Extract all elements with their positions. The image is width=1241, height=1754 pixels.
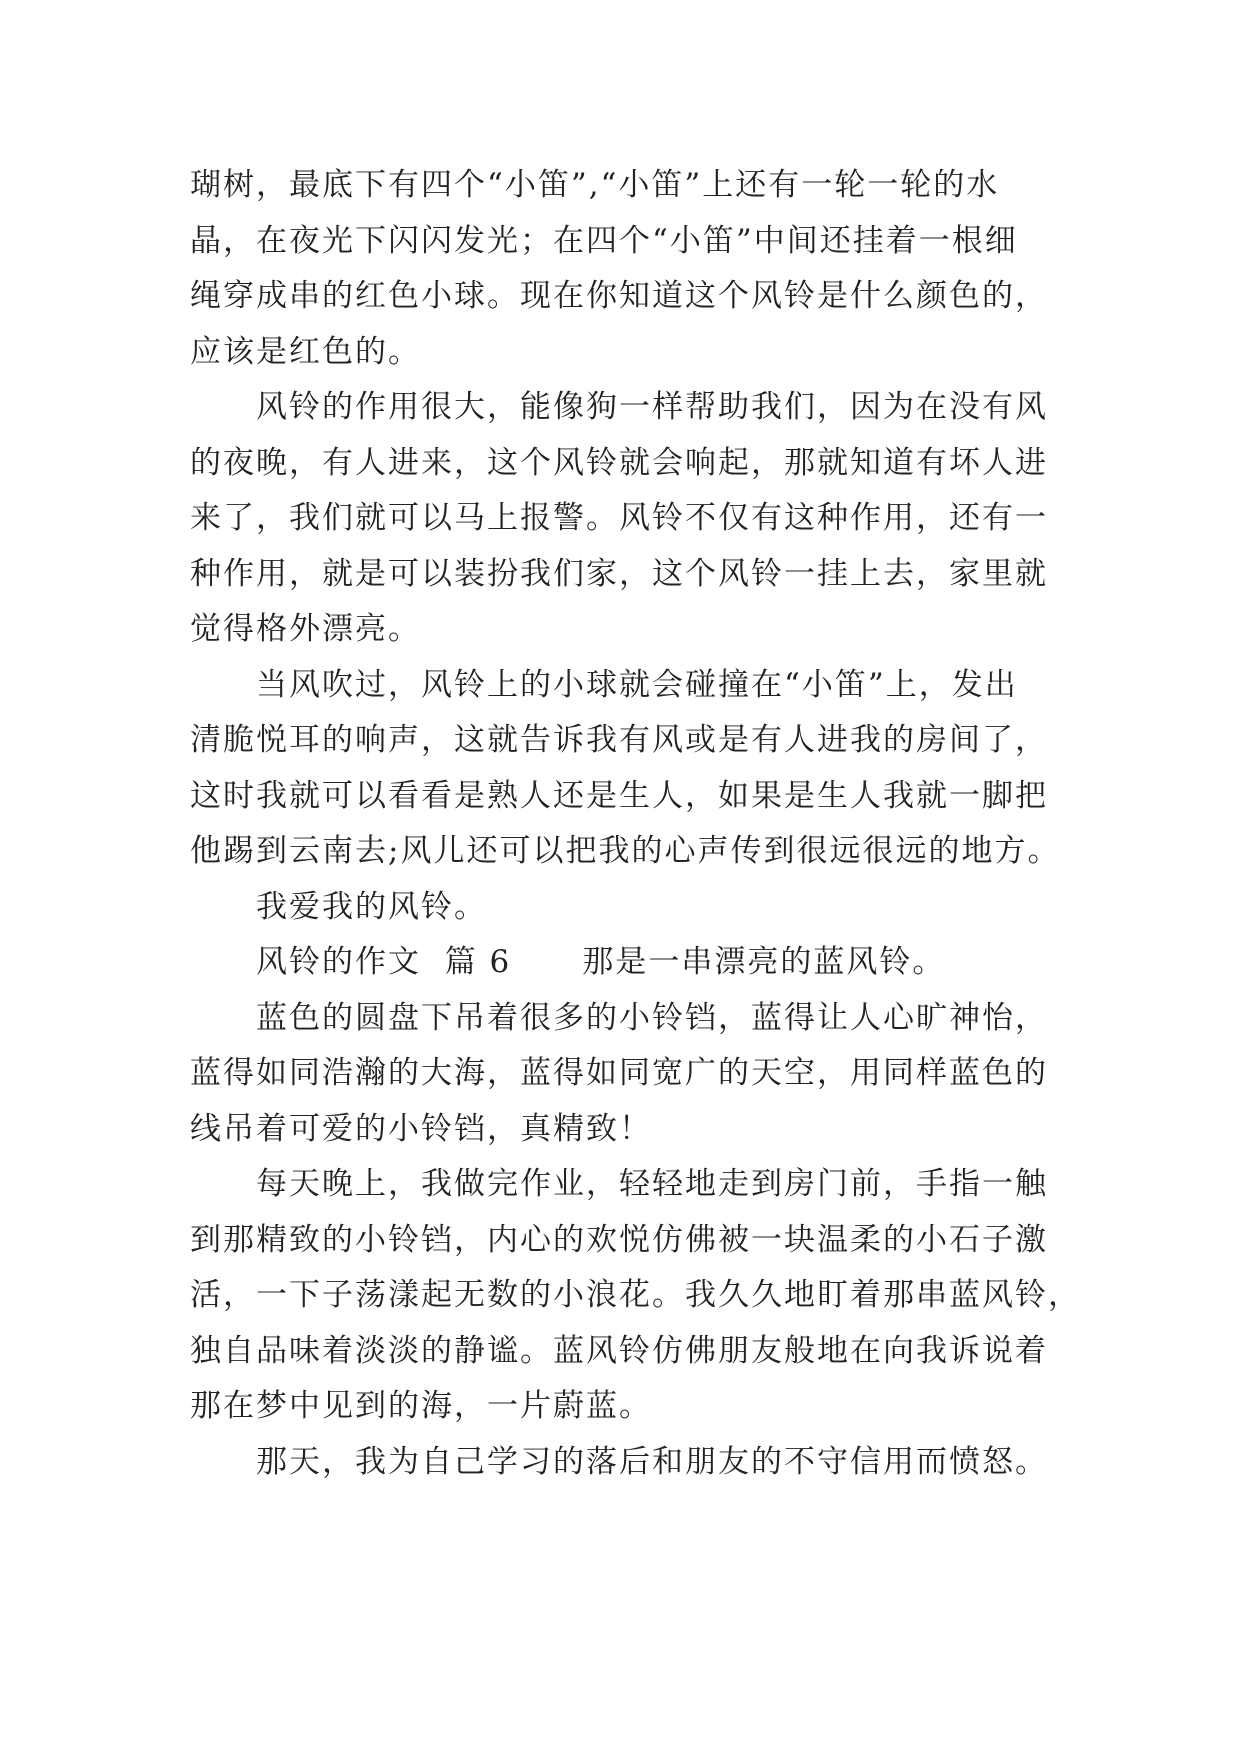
text-line: 蓝得如同浩瀚的大海，蓝得如同宽广的天空，用同样蓝色的 xyxy=(190,1055,1048,1091)
paragraph-start-line: 风铃的作用很大，能像狗一样帮助我们，因为在没有风 xyxy=(256,389,1048,425)
paragraph-start-line: 当风吹过，风铃上的小球就会碰撞在“小笛”上，发出 xyxy=(256,666,1018,703)
text-line: 觉得格外漂亮。 xyxy=(190,611,421,647)
paragraph-start-line: 那天，我为自己学习的落后和朋友的不守信用而愤怒。 xyxy=(256,1443,1048,1480)
text-line: 晶，在夜光下闪闪发光；在四个“小笛”中间还挂着一根细 xyxy=(190,222,1018,259)
text-line: 线吊着可爱的小铃铛，真精致！ xyxy=(190,1110,652,1147)
text-line: 清脆悦耳的响声，这就告诉我有风或是有人进我的房间了， xyxy=(190,722,1048,758)
text-line: 来了，我们就可以马上报警。风铃不仅有这种作用，还有一 xyxy=(190,500,1048,536)
text-line: 他踢到云南去;风儿还可以把我的心声传到很远很远的地方。 xyxy=(190,833,1061,869)
text-line: 独自品味着淡淡的静谧。蓝风铃仿佛朋友般地在向我诉说着 xyxy=(190,1332,1048,1369)
text-line: 这时我就可以看看是熟人还是生人，如果是生人我就一脚把 xyxy=(190,777,1048,814)
text-line: 到那精致的小铃铛，内心的欢悦仿佛被一块温柔的小石子激 xyxy=(190,1221,1048,1258)
text-line: 应该是红色的。 xyxy=(190,333,421,370)
text-line: 那在梦中见到的海，一片蔚蓝。 xyxy=(190,1388,652,1424)
text-line: 活，一下子荡漾起无数的小浪花。我久久地盯着那串蓝风铃， xyxy=(190,1277,1081,1313)
text-line: 瑚树，最底下有四个“小笛”,“小笛”上还有一轮一轮的水 xyxy=(190,167,1000,203)
paragraph-start-line: 每天晚上，我做完作业，轻轻地走到房门前，手指一触 xyxy=(256,1166,1048,1202)
text-line: 的夜晚，有人进来，这个风铃就会响起，那就知道有坏人进 xyxy=(190,444,1048,481)
essay-heading-line: 风铃的作文 篇 6 那是一串漂亮的蓝风铃。 xyxy=(256,944,946,980)
paragraph-start-line: 我爱我的风铃。 xyxy=(256,888,487,925)
text-line: 绳穿成串的红色小球。现在你知道这个风铃是什么颜色的， xyxy=(190,278,1048,314)
paragraph-start-line: 蓝色的圆盘下吊着很多的小铃铛，蓝得让人心旷神怡， xyxy=(256,999,1048,1036)
body-text xyxy=(190,158,1080,1490)
text-line: 种作用，就是可以装扮我们家，这个风铃一挂上去，家里就 xyxy=(190,555,1048,592)
